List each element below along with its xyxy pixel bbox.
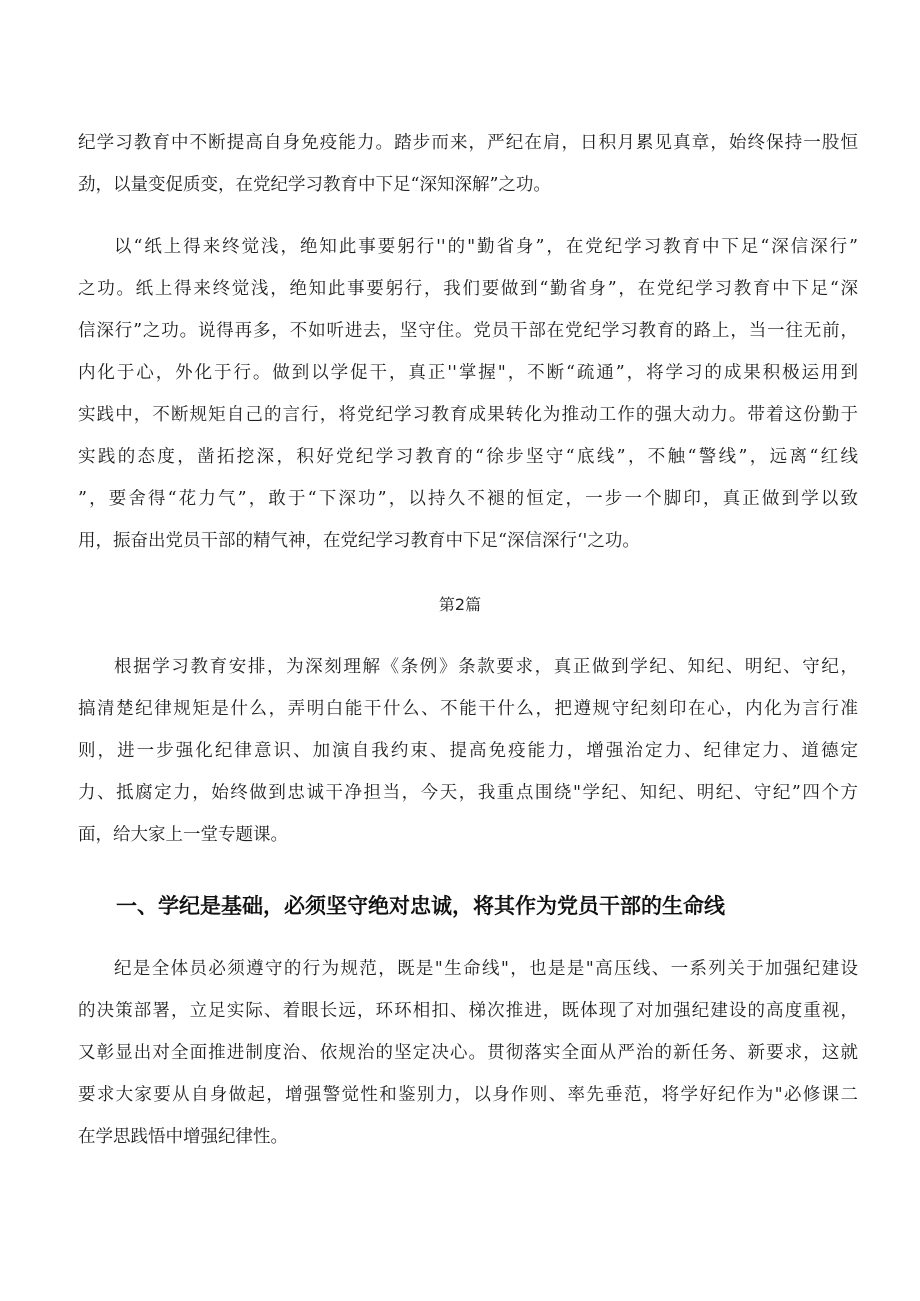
paragraph-3-line-2: 搞清楚纪律规矩是什么，弄明白能干什么、不能干什么，把遵规守纪刻印在心，内化为言行准	[78, 699, 858, 719]
paragraph-2-line-3: 信深行”之功。说得再多，不如听进去，坚守住。党员干部在党纪学习教育的路上，当一往无前，	[78, 321, 858, 341]
paragraph-2-line-1: 以“纸上得来终觉浅，绝知此事要躬行''的"勤省身”，在党纪学习教育中下足“深信深行”	[114, 237, 858, 257]
paragraph-3-line-1: 根据学习教育安排，为深刻理解《条例》条款要求，真正做到学纪、知纪、明纪、守纪，	[114, 657, 858, 677]
paragraph-1-line-2: 劲，以量变促质变，在党纪学习教育中下足“深知深解”之功。	[78, 175, 551, 195]
paragraph-2-line-5: 实践中，不断规矩自己的言行，将党纪学习教育成果转化为推动工作的强大动力。带着这份勤于	[78, 405, 858, 425]
paragraph-4-line-2: 的决策部署，立足实际、着眼长远，环环相扣、梯次推进，既体现了对加强纪建设的高度重视，	[78, 1001, 858, 1021]
paragraph-3-line-3: 则，进一步强化纪律意识、加演自我约束、提高免疫能力，增强治定力、纪律定力、道德定	[78, 741, 858, 761]
paragraph-4-line-5: 在学思践悟中增强纪律性。	[78, 1127, 288, 1147]
paragraph-2-line-4: 内化于心，外化于行。做到以学促干，真正''掌握"，不断“疏通”，将学习的成果积极运用到	[78, 363, 858, 383]
paragraph-2-line-2: 之功。纸上得来终觉浅，绝知此事要躬行，我们要做到“勤省身”，在党纪学习教育中下足“深	[78, 279, 858, 299]
paragraph-4-line-4: 要求大家要从自身做起，增强警觉性和鉴别力，以身作则、率先垂范，将学好纪作为"必修课二	[78, 1085, 858, 1105]
paragraph-3-line-4: 力、抵腐定力，始终做到忠诚干净担当，今天，我重点围绕"学纪、知纪、明纪、守纪”四个方	[78, 783, 858, 803]
heading-1: 一、学纪是基础，必须坚守绝对忠诚，将其作为党员干部的生命线	[116, 894, 725, 918]
paragraph-2-line-7: ”，要舍得“花力气”，敢于“下深功”，以持久不褪的恒定，一步一个脚印，真正做到学以致	[78, 489, 858, 509]
paragraph-3-line-5: 面，给大家上一堂专题课。	[78, 825, 288, 845]
section-title: 第2篇	[438, 595, 482, 614]
paragraph-2-line-8: 用，振奋出党员干部的精气神，在党纪学习教育中下足“深信深行‘'之功。	[78, 531, 640, 551]
paragraph-4-line-1: 纪是全体员必须遵守的行为规范，既是"生命线"，也是是"高压线、一系列关于加强纪建设	[114, 959, 858, 979]
paragraph-2-line-6: 实践的态度，凿拓挖深，积好党纪学习教育的“徐步坚守“底线”，不触“警线”，远离“红线	[78, 447, 858, 467]
paragraph-4-line-3: 又彰显出对全面推进制度治、依规治的坚定决心。贯彻落实全面从严治的新任务、新要求，这就	[78, 1043, 858, 1063]
paragraph-1-line-1: 纪学习教育中不断提高自身免疫能力。踏步而来，严纪在肩，日积月累见真章，始终保持一股恒	[78, 133, 858, 153]
